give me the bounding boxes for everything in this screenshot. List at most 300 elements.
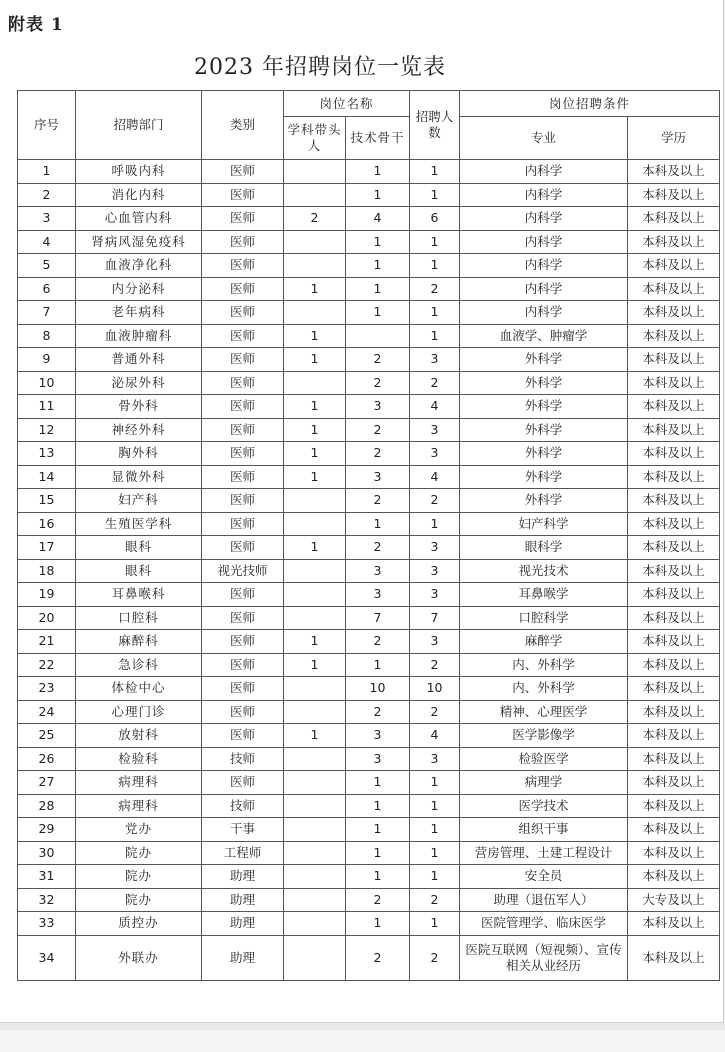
cell-backbone: 1 bbox=[346, 160, 410, 184]
cell-no: 21 bbox=[18, 630, 76, 654]
cell-category: 医师 bbox=[202, 395, 284, 419]
cell-major: 妇产科学 bbox=[460, 512, 628, 536]
cell-category: 医师 bbox=[202, 677, 284, 701]
header-position-group: 岗位名称 bbox=[284, 91, 410, 117]
cell-major: 外科学 bbox=[460, 418, 628, 442]
header-category: 类别 bbox=[202, 91, 284, 160]
cell-major: 组织干事 bbox=[460, 818, 628, 842]
cell-major: 内科学 bbox=[460, 254, 628, 278]
table-row bbox=[18, 418, 720, 442]
cell-dept: 胸外科 bbox=[76, 442, 202, 466]
table-row bbox=[18, 606, 720, 630]
cell-dept: 党办 bbox=[76, 818, 202, 842]
cell-count: 1 bbox=[410, 160, 460, 184]
cell-count: 1 bbox=[410, 794, 460, 818]
cell-category: 医师 bbox=[202, 442, 284, 466]
table-row bbox=[18, 160, 720, 184]
header-major: 专业 bbox=[460, 117, 628, 160]
cell-no: 11 bbox=[18, 395, 76, 419]
cell-no: 27 bbox=[18, 771, 76, 795]
cell-count: 3 bbox=[410, 348, 460, 372]
cell-education: 本科及以上 bbox=[628, 724, 720, 748]
table-row bbox=[18, 724, 720, 748]
cell-leader bbox=[284, 677, 346, 701]
header-education: 学历 bbox=[628, 117, 720, 160]
table-row bbox=[18, 630, 720, 654]
cell-dept: 放射科 bbox=[76, 724, 202, 748]
cell-no: 32 bbox=[18, 888, 76, 912]
cell-backbone: 3 bbox=[346, 747, 410, 771]
cell-no: 8 bbox=[18, 324, 76, 348]
cell-count: 2 bbox=[410, 489, 460, 513]
cell-category: 助理 bbox=[202, 912, 284, 936]
cell-no: 12 bbox=[18, 418, 76, 442]
table-row bbox=[18, 935, 720, 980]
annex-label: 附表 1 bbox=[8, 15, 64, 35]
cell-dept: 血液肿瘤科 bbox=[76, 324, 202, 348]
cell-no: 7 bbox=[18, 301, 76, 325]
cell-education: 本科及以上 bbox=[628, 865, 720, 889]
cell-count: 4 bbox=[410, 395, 460, 419]
cell-major: 医学技术 bbox=[460, 794, 628, 818]
cell-leader bbox=[284, 700, 346, 724]
cell-major: 外科学 bbox=[460, 371, 628, 395]
cell-dept: 显微外科 bbox=[76, 465, 202, 489]
cell-major: 内科学 bbox=[460, 301, 628, 325]
cell-backbone: 3 bbox=[346, 583, 410, 607]
table-row bbox=[18, 395, 720, 419]
cell-major: 外科学 bbox=[460, 348, 628, 372]
cell-count: 3 bbox=[410, 536, 460, 560]
cell-count: 10 bbox=[410, 677, 460, 701]
cell-no: 13 bbox=[18, 442, 76, 466]
table-row bbox=[18, 254, 720, 278]
cell-leader: 1 bbox=[284, 536, 346, 560]
table-row bbox=[18, 512, 720, 536]
cell-leader bbox=[284, 230, 346, 254]
cell-category: 医师 bbox=[202, 230, 284, 254]
cell-education: 本科及以上 bbox=[628, 606, 720, 630]
cell-leader: 1 bbox=[284, 442, 346, 466]
table-row bbox=[18, 841, 720, 865]
cell-category: 医师 bbox=[202, 371, 284, 395]
cell-major: 耳鼻喉学 bbox=[460, 583, 628, 607]
cell-count: 3 bbox=[410, 418, 460, 442]
cell-leader bbox=[284, 254, 346, 278]
cell-education: 本科及以上 bbox=[628, 371, 720, 395]
header-conditions-group: 岗位招聘条件 bbox=[460, 91, 720, 117]
cell-category: 医师 bbox=[202, 700, 284, 724]
cell-count: 2 bbox=[410, 371, 460, 395]
cell-dept: 普通外科 bbox=[76, 348, 202, 372]
header-count: 招聘人数 bbox=[410, 91, 460, 160]
header-leader: 学科带头人 bbox=[284, 117, 346, 160]
cell-no: 26 bbox=[18, 747, 76, 771]
cell-major: 安全员 bbox=[460, 865, 628, 889]
cell-no: 23 bbox=[18, 677, 76, 701]
cell-backbone: 2 bbox=[346, 418, 410, 442]
cell-leader bbox=[284, 489, 346, 513]
table-row bbox=[18, 888, 720, 912]
cell-no: 25 bbox=[18, 724, 76, 748]
cell-education: 本科及以上 bbox=[628, 489, 720, 513]
cell-backbone: 2 bbox=[346, 700, 410, 724]
recruitment-table bbox=[17, 90, 720, 981]
cell-dept: 院办 bbox=[76, 841, 202, 865]
cell-category: 医师 bbox=[202, 348, 284, 372]
cell-backbone: 2 bbox=[346, 348, 410, 372]
cell-backbone: 1 bbox=[346, 771, 410, 795]
cell-dept: 眼科 bbox=[76, 559, 202, 583]
cell-dept: 麻醉科 bbox=[76, 630, 202, 654]
cell-education: 本科及以上 bbox=[628, 630, 720, 654]
cell-leader: 2 bbox=[284, 207, 346, 231]
cell-education: 本科及以上 bbox=[628, 395, 720, 419]
cell-education: 本科及以上 bbox=[628, 160, 720, 184]
cell-education: 本科及以上 bbox=[628, 442, 720, 466]
cell-category: 医师 bbox=[202, 301, 284, 325]
cell-dept: 内分泌科 bbox=[76, 277, 202, 301]
cell-backbone: 2 bbox=[346, 935, 410, 980]
cell-no: 18 bbox=[18, 559, 76, 583]
cell-education: 本科及以上 bbox=[628, 935, 720, 980]
cell-count: 1 bbox=[410, 324, 460, 348]
cell-category: 医师 bbox=[202, 512, 284, 536]
cell-category: 技师 bbox=[202, 794, 284, 818]
cell-leader: 1 bbox=[284, 630, 346, 654]
table-row bbox=[18, 489, 720, 513]
cell-backbone: 1 bbox=[346, 230, 410, 254]
cell-leader: 1 bbox=[284, 324, 346, 348]
cell-no: 30 bbox=[18, 841, 76, 865]
cell-backbone: 1 bbox=[346, 653, 410, 677]
cell-category: 工程师 bbox=[202, 841, 284, 865]
cell-education: 本科及以上 bbox=[628, 418, 720, 442]
cell-major: 外科学 bbox=[460, 489, 628, 513]
cell-leader bbox=[284, 559, 346, 583]
cell-major: 内、外科学 bbox=[460, 653, 628, 677]
cell-major: 血液学、肿瘤学 bbox=[460, 324, 628, 348]
cell-category: 医师 bbox=[202, 630, 284, 654]
header-no: 序号 bbox=[18, 91, 76, 160]
cell-count: 1 bbox=[410, 771, 460, 795]
cell-leader bbox=[284, 888, 346, 912]
cell-no: 31 bbox=[18, 865, 76, 889]
cell-no: 33 bbox=[18, 912, 76, 936]
cell-major: 内科学 bbox=[460, 183, 628, 207]
cell-dept: 体检中心 bbox=[76, 677, 202, 701]
cell-education: 本科及以上 bbox=[628, 677, 720, 701]
cell-major: 外科学 bbox=[460, 442, 628, 466]
cell-backbone: 3 bbox=[346, 395, 410, 419]
cell-backbone: 1 bbox=[346, 254, 410, 278]
cell-backbone: 4 bbox=[346, 207, 410, 231]
cell-backbone: 1 bbox=[346, 301, 410, 325]
cell-category: 医师 bbox=[202, 160, 284, 184]
cell-backbone: 1 bbox=[346, 912, 410, 936]
table-row bbox=[18, 536, 720, 560]
cell-category: 助理 bbox=[202, 888, 284, 912]
cell-dept: 骨外科 bbox=[76, 395, 202, 419]
cell-dept: 口腔科 bbox=[76, 606, 202, 630]
table-row bbox=[18, 865, 720, 889]
cell-backbone: 3 bbox=[346, 465, 410, 489]
cell-education: 本科及以上 bbox=[628, 254, 720, 278]
cell-dept: 呼吸内科 bbox=[76, 160, 202, 184]
cell-education: 本科及以上 bbox=[628, 747, 720, 771]
cell-no: 34 bbox=[18, 935, 76, 980]
cell-count: 1 bbox=[410, 841, 460, 865]
cell-category: 视光技师 bbox=[202, 559, 284, 583]
table-row bbox=[18, 771, 720, 795]
cell-leader: 1 bbox=[284, 418, 346, 442]
cell-major: 营房管理、土建工程设计 bbox=[460, 841, 628, 865]
cell-leader bbox=[284, 912, 346, 936]
cell-major: 麻醉学 bbox=[460, 630, 628, 654]
cell-category: 医师 bbox=[202, 418, 284, 442]
cell-backbone: 2 bbox=[346, 442, 410, 466]
cell-backbone: 1 bbox=[346, 818, 410, 842]
table-row bbox=[18, 371, 720, 395]
cell-leader: 1 bbox=[284, 724, 346, 748]
table-row bbox=[18, 818, 720, 842]
cell-leader bbox=[284, 818, 346, 842]
cell-leader bbox=[284, 935, 346, 980]
cell-education: 本科及以上 bbox=[628, 207, 720, 231]
cell-count: 1 bbox=[410, 512, 460, 536]
cell-leader: 1 bbox=[284, 395, 346, 419]
cell-count: 6 bbox=[410, 207, 460, 231]
cell-major: 口腔科学 bbox=[460, 606, 628, 630]
cell-no: 1 bbox=[18, 160, 76, 184]
cell-major: 内科学 bbox=[460, 230, 628, 254]
cell-backbone: 10 bbox=[346, 677, 410, 701]
cell-backbone: 2 bbox=[346, 489, 410, 513]
cell-category: 技师 bbox=[202, 747, 284, 771]
cell-leader bbox=[284, 771, 346, 795]
cell-dept: 眼科 bbox=[76, 536, 202, 560]
cell-category: 助理 bbox=[202, 865, 284, 889]
cell-education: 本科及以上 bbox=[628, 348, 720, 372]
cell-leader bbox=[284, 794, 346, 818]
table-row bbox=[18, 277, 720, 301]
table-row bbox=[18, 583, 720, 607]
cell-dept: 院办 bbox=[76, 888, 202, 912]
cell-dept: 心血管内科 bbox=[76, 207, 202, 231]
table-row bbox=[18, 559, 720, 583]
cell-major: 内科学 bbox=[460, 207, 628, 231]
cell-education: 本科及以上 bbox=[628, 818, 720, 842]
cell-dept: 病理科 bbox=[76, 794, 202, 818]
cell-category: 医师 bbox=[202, 536, 284, 560]
cell-category: 医师 bbox=[202, 606, 284, 630]
table-row bbox=[18, 324, 720, 348]
cell-leader bbox=[284, 841, 346, 865]
cell-category: 医师 bbox=[202, 465, 284, 489]
cell-count: 1 bbox=[410, 183, 460, 207]
cell-major: 视光技术 bbox=[460, 559, 628, 583]
cell-dept: 妇产科 bbox=[76, 489, 202, 513]
cell-no: 5 bbox=[18, 254, 76, 278]
cell-category: 助理 bbox=[202, 935, 284, 980]
cell-count: 4 bbox=[410, 465, 460, 489]
cell-count: 2 bbox=[410, 700, 460, 724]
cell-category: 医师 bbox=[202, 324, 284, 348]
table-row bbox=[18, 301, 720, 325]
cell-count: 1 bbox=[410, 230, 460, 254]
table-row bbox=[18, 912, 720, 936]
cell-category: 医师 bbox=[202, 277, 284, 301]
cell-education: 本科及以上 bbox=[628, 512, 720, 536]
cell-count: 1 bbox=[410, 301, 460, 325]
table-row bbox=[18, 700, 720, 724]
table-row bbox=[18, 230, 720, 254]
cell-dept: 院办 bbox=[76, 865, 202, 889]
table-row bbox=[18, 442, 720, 466]
cell-no: 10 bbox=[18, 371, 76, 395]
cell-count: 3 bbox=[410, 747, 460, 771]
cell-no: 9 bbox=[18, 348, 76, 372]
cell-education: 本科及以上 bbox=[628, 559, 720, 583]
cell-major: 眼科学 bbox=[460, 536, 628, 560]
cell-count: 3 bbox=[410, 559, 460, 583]
table-row bbox=[18, 348, 720, 372]
cell-count: 2 bbox=[410, 653, 460, 677]
cell-dept: 肾病风湿免疫科 bbox=[76, 230, 202, 254]
cell-count: 1 bbox=[410, 818, 460, 842]
cell-education: 本科及以上 bbox=[628, 230, 720, 254]
cell-major: 助理（退伍军人） bbox=[460, 888, 628, 912]
cell-category: 医师 bbox=[202, 207, 284, 231]
cell-education: 本科及以上 bbox=[628, 324, 720, 348]
cell-leader bbox=[284, 747, 346, 771]
cell-backbone: 1 bbox=[346, 183, 410, 207]
document-title: 2023 年招聘岗位一览表 bbox=[194, 55, 446, 80]
cell-leader bbox=[284, 371, 346, 395]
cell-backbone: 1 bbox=[346, 865, 410, 889]
cell-count: 3 bbox=[410, 442, 460, 466]
cell-count: 2 bbox=[410, 277, 460, 301]
cell-category: 医师 bbox=[202, 183, 284, 207]
cell-education: 本科及以上 bbox=[628, 700, 720, 724]
cell-major: 医院互联网（短视频）、宣传相关从业经历 bbox=[460, 935, 628, 980]
cell-major: 精神、心理医学 bbox=[460, 700, 628, 724]
cell-backbone: 2 bbox=[346, 371, 410, 395]
cell-leader bbox=[284, 583, 346, 607]
header-backbone: 技术骨干 bbox=[346, 117, 410, 160]
cell-category: 医师 bbox=[202, 489, 284, 513]
bottom-strip bbox=[0, 1030, 725, 1052]
cell-education: 本科及以上 bbox=[628, 794, 720, 818]
cell-no: 6 bbox=[18, 277, 76, 301]
cell-dept: 消化内科 bbox=[76, 183, 202, 207]
cell-dept: 心理门诊 bbox=[76, 700, 202, 724]
cell-education: 本科及以上 bbox=[628, 653, 720, 677]
cell-education: 本科及以上 bbox=[628, 841, 720, 865]
cell-leader bbox=[284, 865, 346, 889]
cell-education: 大专及以上 bbox=[628, 888, 720, 912]
cell-no: 2 bbox=[18, 183, 76, 207]
cell-backbone: 1 bbox=[346, 841, 410, 865]
table-row bbox=[18, 207, 720, 231]
cell-no: 16 bbox=[18, 512, 76, 536]
table-row bbox=[18, 183, 720, 207]
cell-backbone: 3 bbox=[346, 724, 410, 748]
table-row bbox=[18, 677, 720, 701]
cell-leader: 1 bbox=[284, 653, 346, 677]
cell-no: 28 bbox=[18, 794, 76, 818]
cell-no: 24 bbox=[18, 700, 76, 724]
cell-category: 医师 bbox=[202, 724, 284, 748]
cell-leader bbox=[284, 183, 346, 207]
cell-education: 本科及以上 bbox=[628, 583, 720, 607]
cell-count: 2 bbox=[410, 935, 460, 980]
cell-no: 19 bbox=[18, 583, 76, 607]
cell-category: 医师 bbox=[202, 254, 284, 278]
cell-major: 内、外科学 bbox=[460, 677, 628, 701]
cell-major: 医学影像学 bbox=[460, 724, 628, 748]
cell-education: 本科及以上 bbox=[628, 183, 720, 207]
cell-leader bbox=[284, 301, 346, 325]
cell-dept: 质控办 bbox=[76, 912, 202, 936]
cell-education: 本科及以上 bbox=[628, 301, 720, 325]
cell-category: 医师 bbox=[202, 771, 284, 795]
cell-education: 本科及以上 bbox=[628, 277, 720, 301]
cell-leader: 1 bbox=[284, 277, 346, 301]
cell-no: 4 bbox=[18, 230, 76, 254]
cell-backbone: 2 bbox=[346, 888, 410, 912]
cell-dept: 生殖医学科 bbox=[76, 512, 202, 536]
cell-dept: 外联办 bbox=[76, 935, 202, 980]
cell-count: 1 bbox=[410, 912, 460, 936]
cell-backbone: 2 bbox=[346, 630, 410, 654]
table-row bbox=[18, 653, 720, 677]
cell-count: 3 bbox=[410, 630, 460, 654]
cell-dept: 病理科 bbox=[76, 771, 202, 795]
cell-backbone: 3 bbox=[346, 559, 410, 583]
cell-count: 3 bbox=[410, 583, 460, 607]
cell-education: 本科及以上 bbox=[628, 912, 720, 936]
cell-category: 医师 bbox=[202, 583, 284, 607]
cell-backbone: 1 bbox=[346, 512, 410, 536]
cell-education: 本科及以上 bbox=[628, 536, 720, 560]
cell-no: 22 bbox=[18, 653, 76, 677]
cell-category: 医师 bbox=[202, 653, 284, 677]
cell-major: 外科学 bbox=[460, 465, 628, 489]
cell-leader bbox=[284, 606, 346, 630]
cell-dept: 检验科 bbox=[76, 747, 202, 771]
cell-major: 内科学 bbox=[460, 277, 628, 301]
cell-backbone: 7 bbox=[346, 606, 410, 630]
cell-count: 2 bbox=[410, 888, 460, 912]
cell-count: 1 bbox=[410, 254, 460, 278]
table-row bbox=[18, 465, 720, 489]
cell-major: 医院管理学、临床医学 bbox=[460, 912, 628, 936]
cell-dept: 神经外科 bbox=[76, 418, 202, 442]
cell-count: 7 bbox=[410, 606, 460, 630]
cell-backbone: 2 bbox=[346, 536, 410, 560]
cell-education: 本科及以上 bbox=[628, 771, 720, 795]
cell-category: 干事 bbox=[202, 818, 284, 842]
table-row bbox=[18, 747, 720, 771]
cell-no: 15 bbox=[18, 489, 76, 513]
cell-dept: 血液净化科 bbox=[76, 254, 202, 278]
cell-no: 14 bbox=[18, 465, 76, 489]
cell-count: 1 bbox=[410, 865, 460, 889]
cell-leader: 1 bbox=[284, 348, 346, 372]
table-row bbox=[18, 794, 720, 818]
cell-dept: 耳鼻喉科 bbox=[76, 583, 202, 607]
